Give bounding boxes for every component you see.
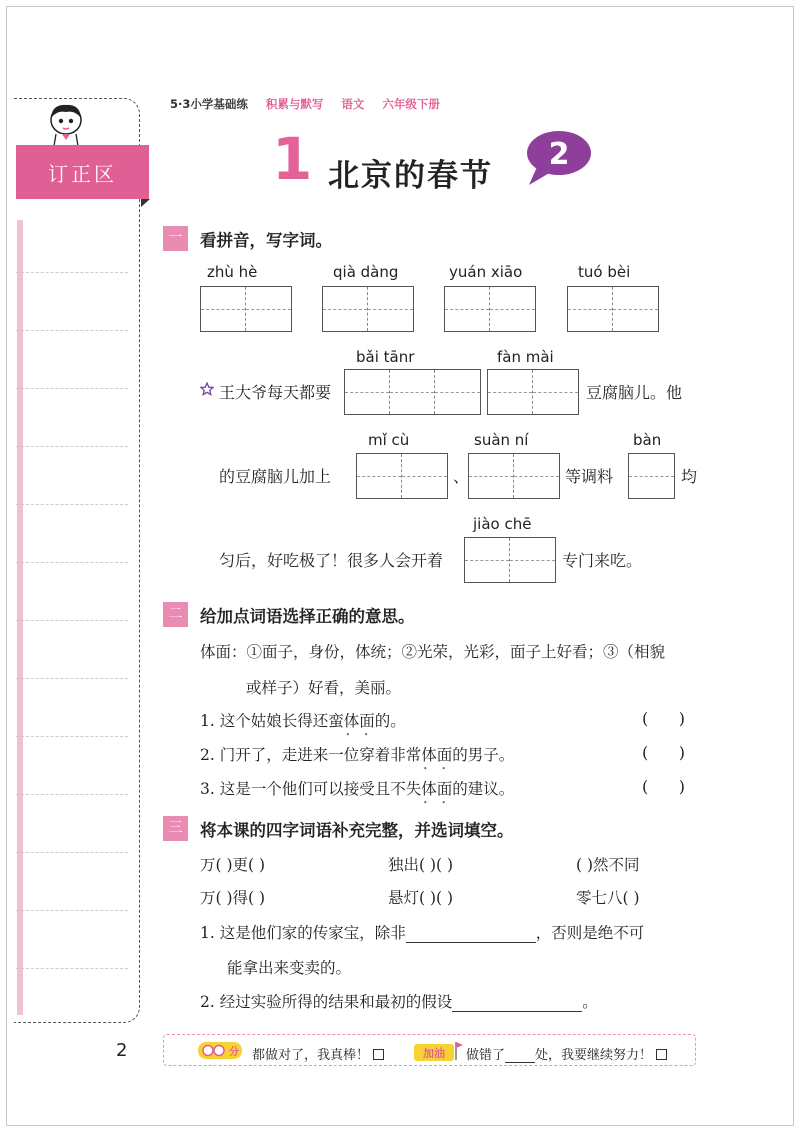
writing-grid[interactable]: [344, 369, 481, 415]
writing-grid[interactable]: [628, 453, 675, 499]
section-1-heading: [163, 226, 332, 251]
answer-blank[interactable]: ( ): [642, 709, 685, 728]
lesson-title: 北京的春节: [328, 158, 493, 194]
lesson-number: 1: [272, 125, 313, 193]
writing-grid[interactable]: [468, 453, 560, 499]
lesson-badge: 2: [548, 137, 570, 172]
sentence-text: 等调料: [565, 467, 614, 486]
speech-bubble-badge-icon: [521, 129, 593, 187]
dotted-word: 体面 • •: [421, 746, 452, 764]
idiom-blank[interactable]: 万( )更( ): [200, 856, 266, 874]
checkbox[interactable]: [656, 1049, 667, 1060]
answer-blank[interactable]: ( ): [642, 777, 685, 796]
score-badge-text: 分: [229, 1047, 239, 1058]
subject-name: 语文: [341, 97, 365, 111]
sidebar-rule: [16, 330, 128, 331]
fill-blank[interactable]: [406, 925, 536, 943]
sentence-text: 均: [681, 467, 698, 486]
self-check-text: [466, 1044, 667, 1063]
writing-grid[interactable]: [567, 286, 659, 332]
question-item: [200, 921, 644, 943]
pinyin-label: qià dàng: [333, 263, 399, 281]
question-text: ，否则是绝不可: [535, 924, 645, 942]
section-3-heading: [163, 816, 514, 841]
checkbox[interactable]: [373, 1049, 384, 1060]
running-header: [170, 96, 454, 112]
cheer-flag-icon: [414, 1040, 464, 1062]
sentence-text: 王大爷每天都要: [219, 383, 332, 402]
question-text: 能拿出来变卖的。: [227, 959, 352, 977]
idiom-blank[interactable]: ( )然不同: [576, 856, 640, 874]
sidebar-rule: [16, 446, 128, 447]
sentence-text: 豆腐脑儿。他: [586, 383, 683, 402]
definition-text: 体面：①面子，身份，体统；②光荣，光彩，面子上好看；③（相貌: [200, 643, 666, 661]
section-title: 看拼音，写字词。: [200, 230, 332, 250]
pinyin-label: zhù hè: [207, 263, 258, 281]
question-text: 。: [582, 993, 598, 1011]
pinyin-label: suàn ní: [474, 431, 529, 449]
pinyin-label: yuán xiāo: [449, 263, 523, 281]
sidebar-rule: [16, 504, 128, 505]
section-title: 将本课的四字词语补充完整，并选词填空。: [200, 820, 514, 840]
section-badge: 二: [163, 602, 188, 627]
sidebar-rule: [16, 852, 128, 853]
question-text: 1. 这是他们家的传家宝，除非: [200, 924, 406, 942]
section-2-heading: [163, 602, 415, 627]
pinyin-label: fàn mài: [497, 348, 554, 366]
sidebar-rule: [16, 620, 128, 621]
question-text: 的建议。: [452, 780, 515, 798]
pinyin-label: bǎi tānr: [356, 348, 415, 366]
sidebar-rule: [16, 736, 128, 737]
fill-blank[interactable]: [505, 1049, 535, 1063]
writing-grid[interactable]: [356, 453, 448, 499]
idiom-blank[interactable]: 独出( )( ): [388, 856, 454, 874]
pinyin-label: bàn: [633, 431, 662, 449]
dotted-word: 体面 • •: [344, 712, 375, 730]
section-title: 给加点词语选择正确的意思。: [200, 606, 415, 626]
question-text: 的男子。: [452, 746, 515, 764]
question-text: 1. 这个姑娘长得还蛮: [200, 712, 344, 730]
hundred-score-icon: [198, 1040, 242, 1060]
correction-tab: [16, 145, 149, 199]
sidebar-rule: [16, 272, 128, 273]
self-check-label: 都做对了，我真棒！: [252, 1048, 370, 1063]
question-item: [200, 709, 406, 731]
pinyin-label: tuó bèi: [578, 263, 631, 281]
boy-mascot-icon: [42, 100, 92, 148]
question-text: 3. 这是一个他们可以接受且不失: [200, 780, 422, 798]
star-icon: [200, 382, 214, 396]
idiom-blank[interactable]: 悬灯( )( ): [388, 889, 454, 907]
cheer-badge-text: 加油: [423, 1047, 445, 1060]
sentence-text: 专门来吃。: [562, 551, 643, 570]
writing-grid[interactable]: [464, 537, 556, 583]
sidebar-rule: [16, 678, 128, 679]
part-name: 积累与默写: [265, 97, 324, 111]
writing-grid[interactable]: [200, 286, 292, 332]
correction-panel: [14, 98, 140, 1023]
self-check-label: 处，我要继续努力！: [535, 1048, 653, 1063]
idiom-blank[interactable]: 万( )得( ): [200, 889, 266, 907]
pinyin-label: mǐ cù: [368, 431, 410, 449]
question-item: [200, 990, 598, 1012]
question-text: 的。: [374, 712, 406, 730]
writing-grid[interactable]: [444, 286, 536, 332]
pinyin-label: jiào chē: [473, 515, 532, 533]
question-item: [200, 743, 514, 765]
sentence-text: 、: [453, 467, 470, 486]
fill-blank[interactable]: [452, 994, 582, 1012]
sidebar-rule: [16, 562, 128, 563]
question-text: 2. 门开了，走进来一位穿着非常: [200, 746, 422, 764]
sidebar-rule: [16, 388, 128, 389]
writing-grid[interactable]: [487, 369, 579, 415]
sentence-text: 匀后，好吃极了！很多人会开着: [219, 551, 444, 570]
self-check-text: [252, 1044, 384, 1063]
section-badge: 三: [163, 816, 188, 841]
dotted-word: 体面 • •: [421, 780, 452, 798]
series-name: 5·3小学基础练: [170, 97, 248, 111]
writing-grid[interactable]: [322, 286, 414, 332]
sidebar-rule: [16, 968, 128, 969]
correction-title: 订正区: [48, 161, 117, 186]
self-check-label: 做错了: [466, 1048, 506, 1063]
grade-name: 六年级下册: [382, 97, 440, 111]
sidebar-rule: [16, 910, 128, 911]
section-badge: 一: [163, 226, 188, 251]
sidebar-strip: [17, 220, 23, 1015]
question-item: [200, 777, 514, 799]
definition-text: 或样子）好看，美丽。: [246, 679, 402, 697]
sentence-text: 的豆腐脑儿加上: [219, 467, 332, 486]
sidebar-rule: [16, 794, 128, 795]
question-text: 2. 经过实验所得的结果和最初的假设: [200, 993, 453, 1011]
page-number: 2: [116, 1040, 128, 1061]
answer-blank[interactable]: ( ): [642, 743, 685, 762]
idiom-blank[interactable]: 零七八( ): [576, 889, 640, 907]
